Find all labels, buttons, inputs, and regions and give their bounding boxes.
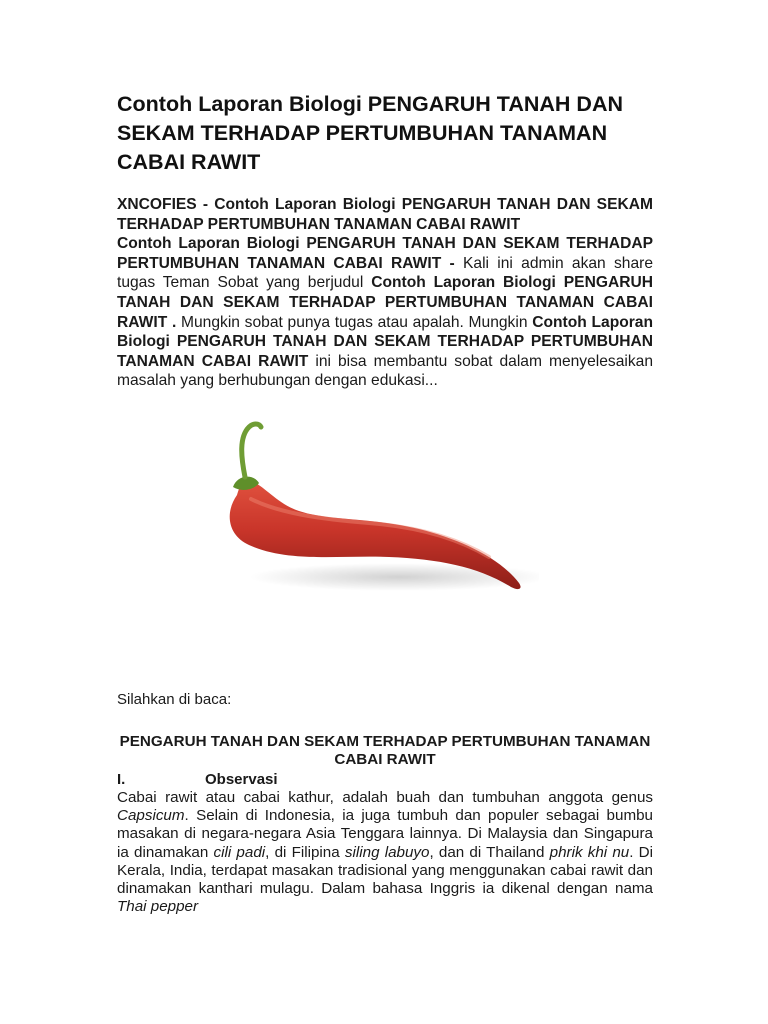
observation-paragraph (117, 789, 653, 916)
para-text-2: . Selain di Indonesia, ia juga tumbuh dan populer sebagai bumbu masakan di negara-negara Asia Tenggara lainnya. Di Malaysia dan Singapura ia dinamakan (117, 807, 653, 861)
para-text-4: , dan di Thailand (429, 843, 550, 861)
intro-text-3: ini bisa membantu sobat dalam menyelesaikan masalah yang berhubungan dengan edukasi... (117, 352, 653, 390)
intro-text-2: Mungkin sobat punya tugas atau apalah. Mungkin (176, 313, 533, 331)
section-title: Observasi (205, 770, 278, 788)
intro-lead: XNCOFIES - Contoh Laporan Biologi PENGARUH TANAH DAN SEKAM TERHADAP PERTUMBUHAN TANAMAN CABAI RAWIT (117, 196, 653, 233)
read-prompt: Silahkan di baca: (117, 690, 232, 708)
para-text-5: . Di Kerala, India, terdapat masakan tradisional yang menggunakan cabai rawit dan dinamakan kanthari mulagu. Dalam bahasa Inggris ia dikenal dengan nama (117, 843, 654, 897)
report-heading: PENGARUH TANAH DAN SEKAM TERHADAP PERTUMBUHAN TANAMAN CABAI RAWIT (119, 732, 651, 769)
intro-bold-2: Contoh Laporan Biologi PENGARUH TANAH DAN SEKAM TERHADAP PERTUMBUHAN TANAMAN CABAI RAWIT . (117, 274, 654, 331)
intro-bold-3: Contoh Laporan Biologi PENGARUH TANAH DAN SEKAM TERHADAP PERTUMBUHAN TANAMAN CABAI RAWIT (117, 313, 654, 370)
intro-bold-1: Contoh Laporan Biologi PENGARUH TANAH DAN SEKAM TERHADAP PERTUMBUHAN TANAMAN CABAI RAWIT - (117, 235, 653, 272)
para-italic-2: cili padi (213, 843, 266, 861)
section-number: I. (117, 770, 126, 788)
para-text-3: , di Filipina (265, 843, 345, 861)
para-italic-3: siling labuyo (344, 843, 430, 861)
section-heading (117, 770, 653, 789)
chili-stem (242, 424, 261, 477)
intro-text-1: Kali ini admin akan share tugas Teman Sobat yang berjudul (117, 254, 653, 292)
para-text-1: Cabai rawit atau cabai kathur, adalah buah dan tumbuhan anggota genus (117, 788, 653, 806)
article-title: Contoh Laporan Biologi PENGARUH TANAH DAN SEKAM TERHADAP PERTUMBUHAN TANAMAN CABAI RAWIT (117, 92, 624, 174)
para-italic-5: Thai pepper (117, 898, 199, 916)
article-body (117, 90, 653, 916)
intro-paragraph (117, 195, 653, 391)
chili-pepper-image (219, 417, 539, 617)
para-italic-4: phrik khi nu (549, 843, 630, 861)
para-italic-1: Capsicum (117, 807, 185, 825)
